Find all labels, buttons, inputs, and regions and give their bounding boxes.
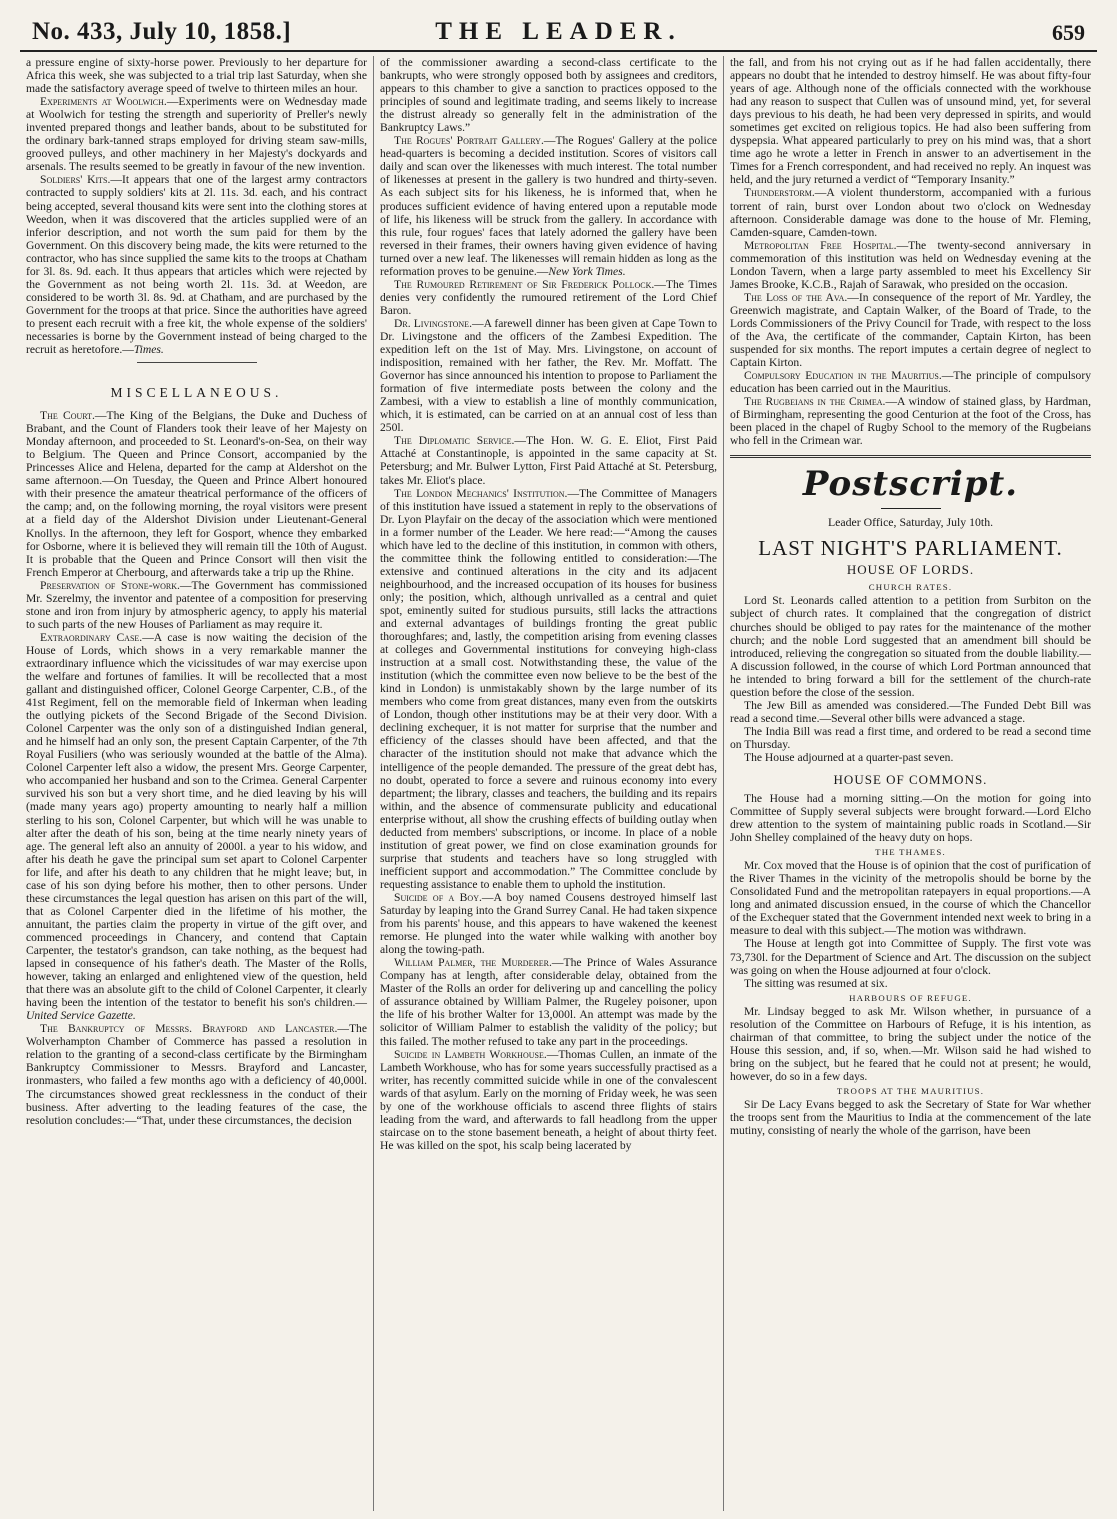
article-lead: The Court. <box>40 409 95 423</box>
article-lead: Compulsory Education in the Mauritius. <box>744 369 942 383</box>
subhead-thames: THE THAMES. <box>875 847 946 858</box>
issue-info: No. 433, July 10, 1858.] <box>32 18 292 45</box>
article-lead: The Rumoured Retirement of Sir Frederick Pollock. <box>394 277 655 291</box>
article-bankruptcy <box>26 1022 367 1126</box>
article-lead: William Palmer, the Murderer. <box>394 956 552 970</box>
article-lead: Dr. Livingstone. <box>394 316 472 330</box>
report-morning-sitting: The House had a morning sitting.—On the motion for going into Committee of Supply several subjects were brought forward.—Lord Elcho drew attention to the system of maintaining public roads in Scotland.—Sir John Shelley complained of the heavy duty on hops. <box>730 792 1091 845</box>
article-body: —The Wolverhampton Chamber of Commerce has passed a resolution in relation to the granting of a second-class certificate by the Birmingham Bankruptcy Commissioner to Messrs. Brayford and Lancaster, ironmasters, who failed a few months ago with a deficiency of 40,000l. The circumstances showed great recklessness in the conduct of their business. After adverting to the leading features of the case, the resolution concludes:—“That, under these circumstances, the decision <box>26 1022 367 1127</box>
report-mauritius: Sir De Lacy Evans begged to ask the Secretary of State for War whether the troops sent from the Mauritius to India at the commencement of the late mutiny, consisting of nearly the whole of the garrison, have been <box>730 1097 1091 1138</box>
article-body: —A case is now waiting the decision of the House of Lords, which shows in a very remarkable manner the extraordinary influence which the vicissitudes of war may exercise upon the welfare and fortunes of families. It will be recollected that a most gallant and distinguished officer, Colonel George Carpenter, C.B., of the 41st Regiment, fell on the memorable field of Inkerman when leading the outlying pickets of the Second Brigade of the Second Division. Colonel Carpenter was the only son of a distinguished Indian general, and he himself had an only son, the present Captain Carpenter, of the 7th Royal Fusiliers (who was seriously wounded at the battle of the Alma). Colonel Carpenter left also a widow, the present Mrs. George Carpenter, who accompanied her husband and son to the Crimea. General Carpenter survived his son but a very short time, and he died leaving by his will (made many years ago) property amounting to nearly half a million sterling to his son, Colonel Carpenter, but which will he was unable to alter after the death of his son, being at the time nearly ninety years of age. The general left also an annuity of 2000l. a year to his widow, and after his death he gave the principal sum set apart to Colonel Carpenter for life, and after his death to any children that he might leave; but, in case of his son dying before his mother, then to other persons. Under these circumstances the legal question has arisen on this part of the will, that as Colonel Carpenter died in the lifetime of his mother, the annuitant, the parties claim the property in virtue of the gift over, and commenced proceedings in Chancery, and contend that Captain Carpenter, the testator's grandson, can take nothing, as the bequest had lapsed in consequence of his father's death. The Master of the Rolls, however, taking an enlarged and enlightened view of the question, held that there was an absolute gift to the child of Colonel Carpenter, it clearly having been the intention of the testator to benefit his son's children.— <box>26 630 367 1010</box>
article-experiments-woolwich <box>26 95 367 173</box>
report-india-bill: The India Bill was read a first time, and ordered to be read a second time on Thursday. <box>730 724 1091 751</box>
article-lead: Suicide in Lambeth Workhouse. <box>394 1047 547 1061</box>
subhead-mauritius: TROOPS AT THE MAURITIUS. <box>836 1085 985 1096</box>
article-body: —The King of the Belgians, the Duke and Duchess of Brabant, and the Count of Flanders took their leave of her Majesty on Monday afternoon, and proceeded to St. Leonard's-on-Sea, on their way to Belgium. The Queen and Prince Consort, accompanied by the Princesses Alice and Helena, departed for the camp at Aldershot on the same afternoon.—On Tuesday, the Queen and Prince Albert honoured with their presence the amateur theatrical performance of the officers of the camp; and, on the following morning, the royal visitors were present at a field day of the Aldershot Division under Lieutenant-General Knollys. In the afternoon, they left for Gosport, whence they embarked for Osborne, where it is believed they will remain till the 10th of August. It is probable that the Queen and Prince Consort will then visit the French Emperor at Cherbourg, and afterwards take a trip up the Rhine. <box>26 409 367 579</box>
article-pressure-engine: a pressure engine of sixty-horse power. Previously to her departure for Africa this week, she was subjected to a trial trip last Saturday, when she made the satisfactory average speed of twelve to thirteen miles an hour. <box>26 56 367 96</box>
article-livingstone <box>380 317 717 434</box>
report-adjourned: The House adjourned at a quarter-past seven. <box>744 750 954 764</box>
article-body: —A farewell dinner has been given at Cape Town to Dr. Livingstone and the officers of the Zambesi Expedition. The expedition left on the 1st of May. Mrs. Livingstone, on account of indisposition, remained with her father, the Rev. Mr. Moffatt. The Governor has since announced his intention to propose to Parliament the formation of five intermediate posts between the colony and the Zambesi, with a view to establish a line of monthly communication, which, it is estimated, can be carried on at an annual cost of less than 250l. <box>380 316 717 435</box>
report-sitting-resumed: The sitting was resumed at six. <box>744 976 888 990</box>
article-lambeth-continued: the fall, and from his not crying out as if he had fallen accidentally, there appears no doubt that he intended to destroy himself. He was about fifty-four years of age. Although none of the officials connected with the workhouse had any reason to suspect that Cullen was of unsound mind, yet, for several days previous to his death, he had been very depressed in spirits, and would sometimes get excited on religious topics. He had also been suffering from dyspepsia. What appeared particularly to prey on his mind was, that a short time ago he wrote a letter in French in answer to an advertisement in the Times for a French correspondent, and had received no reply. An inquest was held, and the jury returned a verdict of “Temporary Insanity.” <box>730 56 1091 187</box>
article-lead: The Diplomatic Service. <box>394 434 515 448</box>
article-body: —It appears that one of the largest army contractors contracted to supply soldiers' kits at 2l. 11s. 3d. each, and his contract being accepted, several thousand kits were sent into the clothing stores at Weedon, when it was discovered that the articles supplied were of an inferior description, and not worth the sum paid for them by the Government. On this discovery being made, the kits were returned to the contractor, who has since supplied the same kits to the troops at Chatham for 3l. 8s. 9d. each. It thus appears that articles which were rejected by the Government as not being worth 2l. 11s. 3d. at Weedon, are considered to be worth 3l. 8s. 9d. at Chatham, and are purchased by the Government for the troops at that price. Since the authorities have agreed to present each recruit with a free kit, the whole expense of the soldiers' necessaries is borne by the Government instead of being charged to the recruit as heretofore.— <box>26 173 367 357</box>
section-title-miscellaneous: MISCELLANEOUS. <box>110 385 283 401</box>
article-body: —The Committee of Managers of this institution have issued a statement in reply to the observations of Dr. Lyon Playfair on the decay of the association which were mentioned in a former number of the Leader. We here read:—“Among the causes which have led to the decline of this institution, in common with others, the committee think the following entitled to consideration:—The extensive and continued alterations in the city and its adjacent neighbourhood, and the increased occupation of its houses for business only; the position, which, although unrivalled as a central and quiet spot, eminently suited for studious pursuits, still lacks the attractions and external advantages of buildings fronting the great public thoroughfares; and, lastly, the competition arising from evening classes at colleges and Governmental institutions for conveying high-class instruction at a small cost. Notwithstanding these, the value of the institution (which the committee even now believe to be the best of the kind in London) is unmistakably shown by the large number of its members who come from great distances, many even from the outskirts of London, though other institutions may be at their very door. With a declining exchequer, it is not matter for surprise that the number and efficiency of the classes should have been affected, and that the character of the institution should not make that advance which the intelligence of the people demanded. The pressure of the great debt has, no doubt, operated to force a severe and ruinous economy into every department; the library, classes and teachers, the building and its repairs within, and the absence of commensurate publicity and educational enterprise without, all show the crushing effects of building outlay when deducted from members' subscriptions, or income. In place of a noble institution of great power, we find on close examination grounds for surprise that students and teachers have so long struggled with inefficient support and accommodation.” The Committee conclude by requesting assistance to enable them to uphold the institution. <box>380 486 717 891</box>
article-lead: Extraordinary Case. <box>40 630 143 644</box>
article-body: —The principle of compulsory education has been carried out in the Mauritius. <box>730 369 1092 396</box>
article-extraordinary-case <box>26 631 367 1022</box>
article-body: —The Government has commissioned Mr. Szerelmy, the inventor and patentee of a composition for preserving stone and iron from injury by atmospheric agency, to apply his material to such parts of the new Houses of Parliament as may require it. <box>26 578 367 631</box>
newspaper-title: THE LEADER. <box>435 18 682 45</box>
article-lead: Soldiers' Kits. <box>40 173 111 187</box>
article-free-hospital <box>730 239 1091 291</box>
article-rogues-gallery <box>380 134 717 278</box>
article-body: —The Times denies very confidently the rumoured retirement of the Lord Chief Baron. <box>380 277 717 317</box>
article-william-palmer <box>380 956 717 1047</box>
report-harbours: Mr. Lindsay begged to ask Mr. Wilson whether, in pursuance of a resolution of the Committee on Harbours of Refuge, it is his intention, as chairman of that committee, to bring the subject under the notice of the House this session, and, if so, when.—Mr. Wilson said he had wished to bring on the subject, but he feared that he could not at present; he would, however, do so in a few days. <box>730 1004 1091 1083</box>
postscript-title: Postscript. <box>802 464 1019 505</box>
article-lead: The Bankruptcy of Messrs. Brayford and Lancaster. <box>40 1022 338 1036</box>
article-loss-of-ava <box>730 291 1091 369</box>
masthead <box>20 6 1097 52</box>
article-mechanics-institution <box>380 487 717 891</box>
dateline: Leader Office, Saturday, July 10th. <box>827 515 994 530</box>
article-lead: Experiments at Woolwich. <box>40 95 167 109</box>
article-body: —The Prince of Wales Assurance Company has at length, after considerable delay, obtained from the Master of the Rolls an order for delivering up and cancelling the policy of assurance obtained by William Palmer, the Rugeley poisoner, upon the life of his brother Walter for 13,000l. An attempt was made by the solicitor of William Palmer to establish the validity of the policy; but this failed. The mother refused to take any part in the proceedings. <box>380 956 718 1048</box>
article-body: —A boy named Cousens destroyed himself last Saturday by leaping into the Grand Surrey Canal. He had taken sixpence from his parents' house, and this appears to have wakened the keenest remorse. He plunged into the water while walking with another boy along the towing-path. <box>380 891 717 957</box>
report-church-rates: Lord St. Leonards called attention to a petition from Surbiton on the subject of church rates. It complained that the congregation of district churches should be obliged to pay rates for the maintenance of the mother church; and the noble Lord suggested that an amendment bill should be introduced, relieving the congregation so situated from the double liability.—A discussion followed, in the course of which Lord Portman announced that he intended to bring forward a bill for the settlement of the church-rate question before the close of the session. <box>730 594 1091 699</box>
divider <box>137 362 257 363</box>
article-pollock <box>380 278 717 317</box>
article-lead: The Rogues' Portrait Gallery. <box>394 134 544 148</box>
ornament-rule <box>881 508 941 509</box>
house-of-commons-title: HOUSE OF COMMONS. <box>833 772 988 788</box>
article-body: —The Rogues' Gallery at the police head-quarters is becoming a decided institution. Scores of visitors call daily and scan over the likenesses with much interest. The total number of likenesses at present in the gallery is two hundred and thirty-seven. As each subject sits for his likeness, he is informed that, when he produces sufficient evidence of having entered upon a reputable mode of life, his likeness will be struck from the gallery. In accordance with this rule, four rogues' faces that lately adorned the gallery have been reversed in their frames, their owners having given evidence of having turned over a new leaf. The likenesses will remain hidden as long as the reformation proves to be genuine.— <box>380 134 717 278</box>
article-source: United Service Gazette. <box>26 1009 136 1023</box>
subhead-church-rates: CHURCH RATES. <box>868 582 953 593</box>
article-body: —The twenty-second anniversary in commemoration of this institution was held on Wednesday evening at the London Tavern, when a large party assembled to meet his Excellency Sir James Brooke, K.C.B., Rajah of Sarawak, who presided on the occasion. <box>730 238 1091 291</box>
column-2 <box>374 56 724 1511</box>
columns <box>20 56 1097 1511</box>
section-divider <box>730 455 1091 458</box>
report-jew-bill: The Jew Bill as amended was considered.—The Funded Debt Bill was read a second time.—Several other bills were advanced a stage. <box>730 698 1091 725</box>
article-lead: Preservation of Stone-work. <box>40 578 180 592</box>
article-body: —The Hon. W. G. E. Eliot, First Paid Attaché at Constantinople, is appointed in the same capacity at St. Petersburg; and Mr. Bulwer Lytton, First Paid Attaché at St. Petersburg, takes Mr. Eliot's place. <box>380 434 718 487</box>
report-supply: The House at length got into Committee of Supply. The first vote was 73,730l. for the Department of Science and Art. The discussion on the subject was going on when the House adjourned at four o'clock. <box>730 937 1091 977</box>
article-bankruptcy-continued: of the commissioner awarding a second-class certificate to the bankrupts, who were strongly opposed both by assignees and creditors, appears to this chamber to give a sanction to practices opposed to the principles of sound and legitimate trading, and seems likely to increase the distrust already so generally felt in the administration of the Bankruptcy Laws.” <box>380 56 717 135</box>
article-suicide-boy <box>380 891 717 956</box>
parliament-title: LAST NIGHT'S PARLIAMENT. <box>758 536 1063 561</box>
article-soldiers-kits <box>26 173 367 356</box>
article-source: New York Times. <box>548 264 626 278</box>
house-of-lords-title: HOUSE OF LORDS. <box>846 562 975 578</box>
article-lambeth-workhouse <box>380 1048 717 1152</box>
article-lead: Thunderstorm. <box>744 186 815 200</box>
column-3 <box>724 56 1097 1511</box>
article-body: —A violent thunderstorm, accompanied with a furious torrent of rain, burst over London about two o'clock on Wednesday afternoon. Considerable damage was done to the house of Mr. Fleming, Camden-square, Camden-town. <box>730 186 1091 239</box>
page-number: 659 <box>1052 20 1085 45</box>
article-the-court <box>26 409 367 579</box>
article-body: —Experiments were on Wednesday made at Woolwich for testing the strength and superiority of Preller's newly invented prepared thongs and leather bands, about to be substituted for the ordinary bark-tanned straps employed for driving steam saw-mills, grooved pulleys, and other machinery in her Majesty's dockyards and arsenals. The results seemed to be greatly in favour of the new invention. <box>26 95 367 174</box>
article-thunderstorm <box>730 186 1091 238</box>
article-source: Times. <box>133 343 164 357</box>
article-diplomatic-service <box>380 434 717 486</box>
article-lead: The London Mechanics' Institution. <box>394 486 568 500</box>
article-lead: Metropolitan Free Hospital. <box>744 238 897 252</box>
article-lead: Suicide of a Boy. <box>394 891 482 904</box>
column-1 <box>20 56 374 1511</box>
article-body: —Thomas Cullen, an inmate of the Lambeth Workhouse, who has for some years successfully practised as a writer, has recently committed suicide while in one of the convalescent wards of that asylum. Early on the morning of Friday week, he was seen by one of the workhouse officials to ascend three flights of stairs leading from the ward, and afterwards to fall headlong from the upper staircase on to the stone basement beneath, a height of about thirty feet. He was killed on the spot, his scalp being lacerated by <box>380 1047 717 1152</box>
article-body: —In consequence of the report of Mr. Yardley, the Greenwich magistrate, and Captain Walker, of the Board of Trade, to the Lords Commissioners of the Privy Council for Trade, with respect to the loss of the Ava, the certificate of the commander, Captain Kirton, has been suspended for six months. The report imputes a certain degree of neglect to Captain Kirton. <box>730 290 1091 370</box>
article-lead: The Loss of the Ava. <box>744 290 848 304</box>
article-compulsory-education <box>730 369 1091 395</box>
report-thames: Mr. Cox moved that the House is of opinion that the cost of purification of the River Thames in the vicinity of the metropolis should be borne by the Consolidated Fund and the metropolitan ratepayers in equal proportions.—A long and animated discussion ensued, in the course of which the Chancellor of the Exchequer stated that the Government intended next week to bring in a measure to deal with this subject.—The motion was withdrawn. <box>730 859 1091 938</box>
article-rugbeians <box>730 395 1091 447</box>
article-stone-work <box>26 579 367 631</box>
article-lead: The Rugbeians in the Crimea. <box>744 395 886 409</box>
subhead-harbours: HARBOURS OF REFUGE. <box>849 992 972 1003</box>
article-body: —A window of stained glass, by Hardman, of Birmingham, representing the good Centurion at the foot of the Cross, has been placed in the chapel of Rugby School to the memory of the Rugbeians who fell in the Crimean war. <box>730 395 1091 448</box>
